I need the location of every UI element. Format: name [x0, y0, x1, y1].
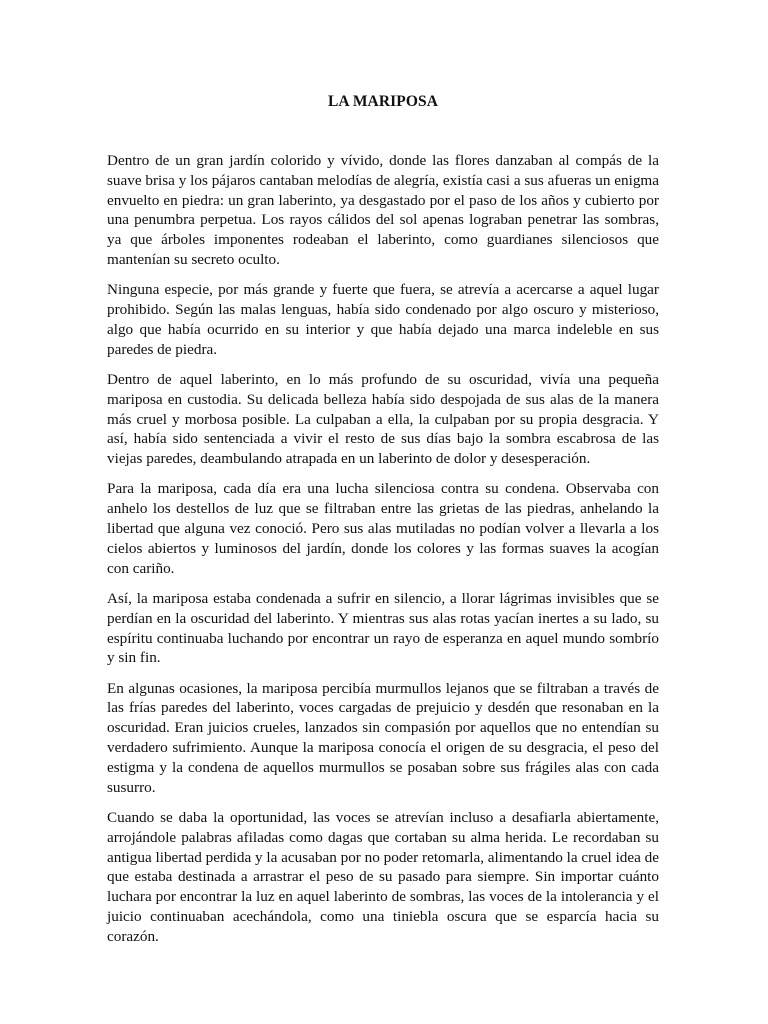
paragraph-4: Para la mariposa, cada día era una lucha silenciosa contra su condena. Observaba con anhelo los destellos de luz que se filtraban entre las grietas de las piedras, anhelando la libertad que alguna vez conoció. Pero sus alas mutiladas no podían volver a llevarla a los cielos abiertos y luminosos del jardín, donde los colores y las formas suaves la acogían con cariño. [107, 480, 659, 577]
paragraph-3: Dentro de aquel laberinto, en lo más profundo de su oscuridad, vivía una pequeña mariposa en custodia. Su delicada belleza había sido despojada de sus alas de la manera más cruel y morbosa posible. La culpaban a ella, la culpaban por su propia desgracia. Y así, había sido sentenciada a vivir el resto de sus días bajo la sombra escabrosa de las viejas paredes, deambulando atrapada en un laberinto de dolor y desesperación. [107, 370, 659, 468]
paragraph-6: En algunas ocasiones, la mariposa percibía murmullos lejanos que se filtraban a través de las frías paredes del laberinto, voces cargadas de prejuicio y desdén que resonaban en la oscuridad. Eran juicios crueles, lanzados sin compasión por aquellos que no entendían su verdadero sufrimiento. Aunque la mariposa conocía el origen de su desgracia, el peso del estigma y la condena de aquellos murmullos se posaban sobre sus frágiles alas con cada susurro. [107, 679, 659, 796]
document-title: LA MARIPOSA [327, 93, 439, 110]
document-body [107, 151, 659, 957]
document-page [107, 0, 659, 1024]
paragraph-1: Dentro de un gran jardín colorido y vívido, donde las flores danzaban al compás de la suave brisa y los pájaros cantaban melodías de alegría, existía casi a sus afueras un enigma envuelto en piedra: un gran laberinto, ya desgastado por el paso de los años y cubierto por una penumbra perpetua. Los rayos cálidos del sol apenas lograban penetrar las sombras, ya que árboles imponentes rodeaban el laberinto, como guardianes silenciosos que mantenían su secreto oculto. [107, 152, 659, 268]
paragraph-7: Cuando se daba la oportunidad, las voces se atrevían incluso a desafiarla abiertamente, arrojándole palabras afiladas como dagas que cortaban su alma herida. Le recordaban su antigua libertad perdida y la acusaban por no poder retomarla, alimentando la cruel idea de que estaba destinada a arrastrar el peso de su pasado para siempre. Sin importar cuánto luchara por encontrar la luz en aquel laberinto de sombras, las voces de la intolerancia y el juicio continuaban acechándola, como una tiniebla oscura que se esparcía hacia su corazón. [107, 808, 660, 945]
paragraph-5: Así, la mariposa estaba condenada a sufrir en silencio, a llorar lágrimas invisibles que se perdían en la oscuridad del laberinto. Y mientras sus alas rotas yacían inertes a su lado, su espíritu continuaba luchando por encontrar un rayo de esperanza en aquel mundo sombrío y sin fin. [107, 589, 659, 667]
paragraph-2: Ninguna especie, por más grande y fuerte que fuera, se atrevía a acercarse a aquel lugar prohibido. Según las malas lenguas, había sido condenado por algo oscuro y misterioso, algo que había ocurrido en su interior y que había dejado una marca indeleble en sus paredes de piedra. [107, 281, 659, 358]
